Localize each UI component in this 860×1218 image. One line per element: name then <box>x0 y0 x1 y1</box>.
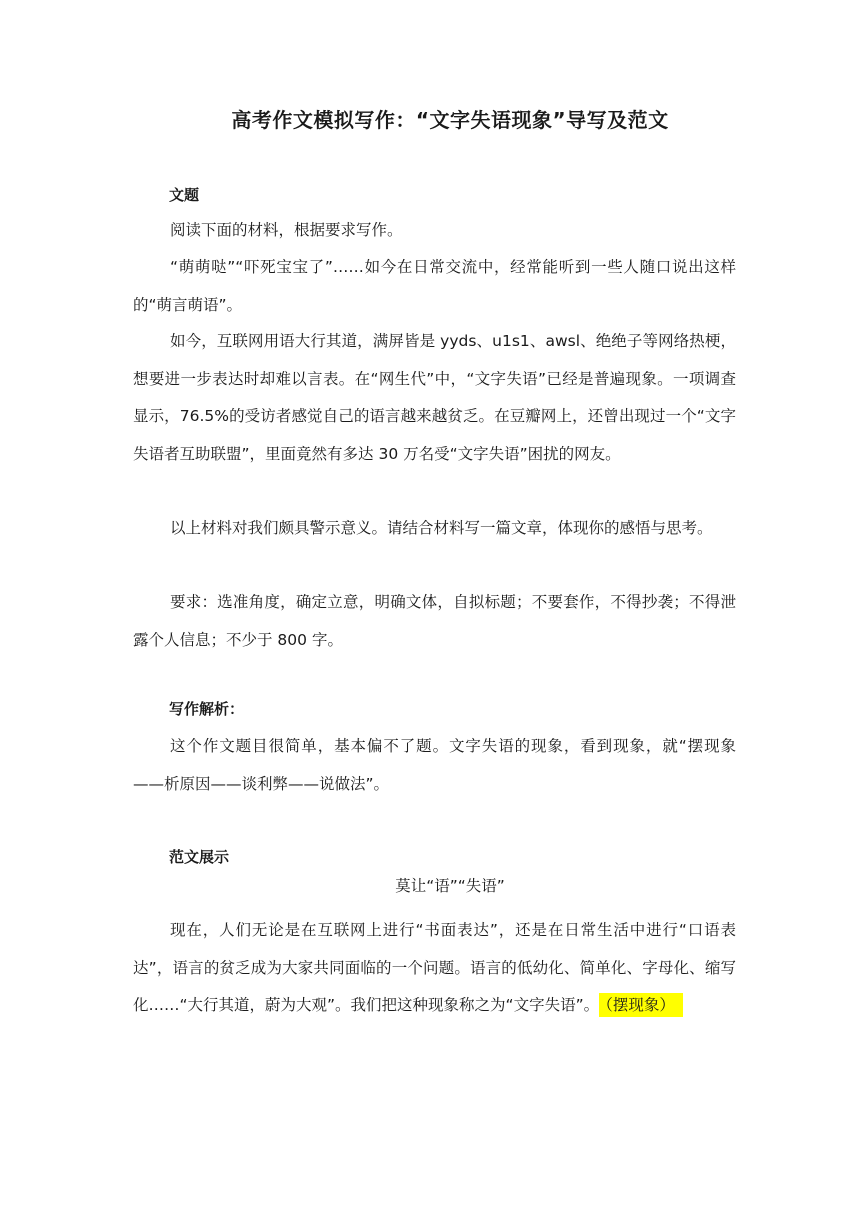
prompt-paragraph-1: 阅读下面的材料，根据要求写作。 <box>170 221 403 239</box>
essay-paragraph <box>133 912 736 1025</box>
analysis-paragraph: 这个作文题目很简单，基本偏不了题。文字失语的现象，看到现象，就“摆现象——析原因——谈利弊——说做法”。 <box>133 737 736 793</box>
prompt-paragraph-4: 以上材料对我们颇具警示意义。请结合材料写一篇文章，体现你的感悟与思考。 <box>170 519 713 537</box>
prompt-heading: 文题 <box>169 186 200 204</box>
prompt-paragraph-3: 如今，互联网用语大行其道，满屏皆是 yyds、u1s1、awsl、绝绝子等网络热梗，想要进一步表达时却难以言表。在“网生代”中，“文字失语”已经是普遍现象。一项调查显示，76.5%的受访者感觉自己的语言越来越贫乏。在豆瓣网上，还曾出现过一个“文字失语者互助联盟”，里面竟然有多达 30 万名受“文字失语”困扰的网友。 <box>133 332 736 463</box>
highlight-note: （摆现象） <box>599 993 683 1017</box>
prompt-paragraph-2: “萌萌哒”“吓死宝宝了”……如今在日常交流中，经常能听到一些人随口说出这样的“萌言萌语”。 <box>133 258 736 314</box>
analysis-heading: 写作解析： <box>169 700 245 718</box>
sample-heading: 范文展示 <box>169 848 230 866</box>
document-title: 高考作文模拟写作：“文字失语现象”导写及范文 <box>231 108 669 132</box>
essay-paragraph-text: 现在，人们无论是在互联网上进行“书面表达”，还是在日常生活中进行“口语表达”，语言的贫乏成为大家共同面临的一个问题。语言的低幼化、简单化、字母化、缩写化……“大行其道，蔚为大观”。我们把这种现象称之为“文字失语”。 <box>133 921 736 1014</box>
essay-title: 莫让“语”“失语” <box>395 877 505 895</box>
prompt-requirements: 要求：选准角度，确定立意，明确文体，自拟标题；不要套作，不得抄袭；不得泄露个人信息；不少于 800 字。 <box>133 593 736 649</box>
